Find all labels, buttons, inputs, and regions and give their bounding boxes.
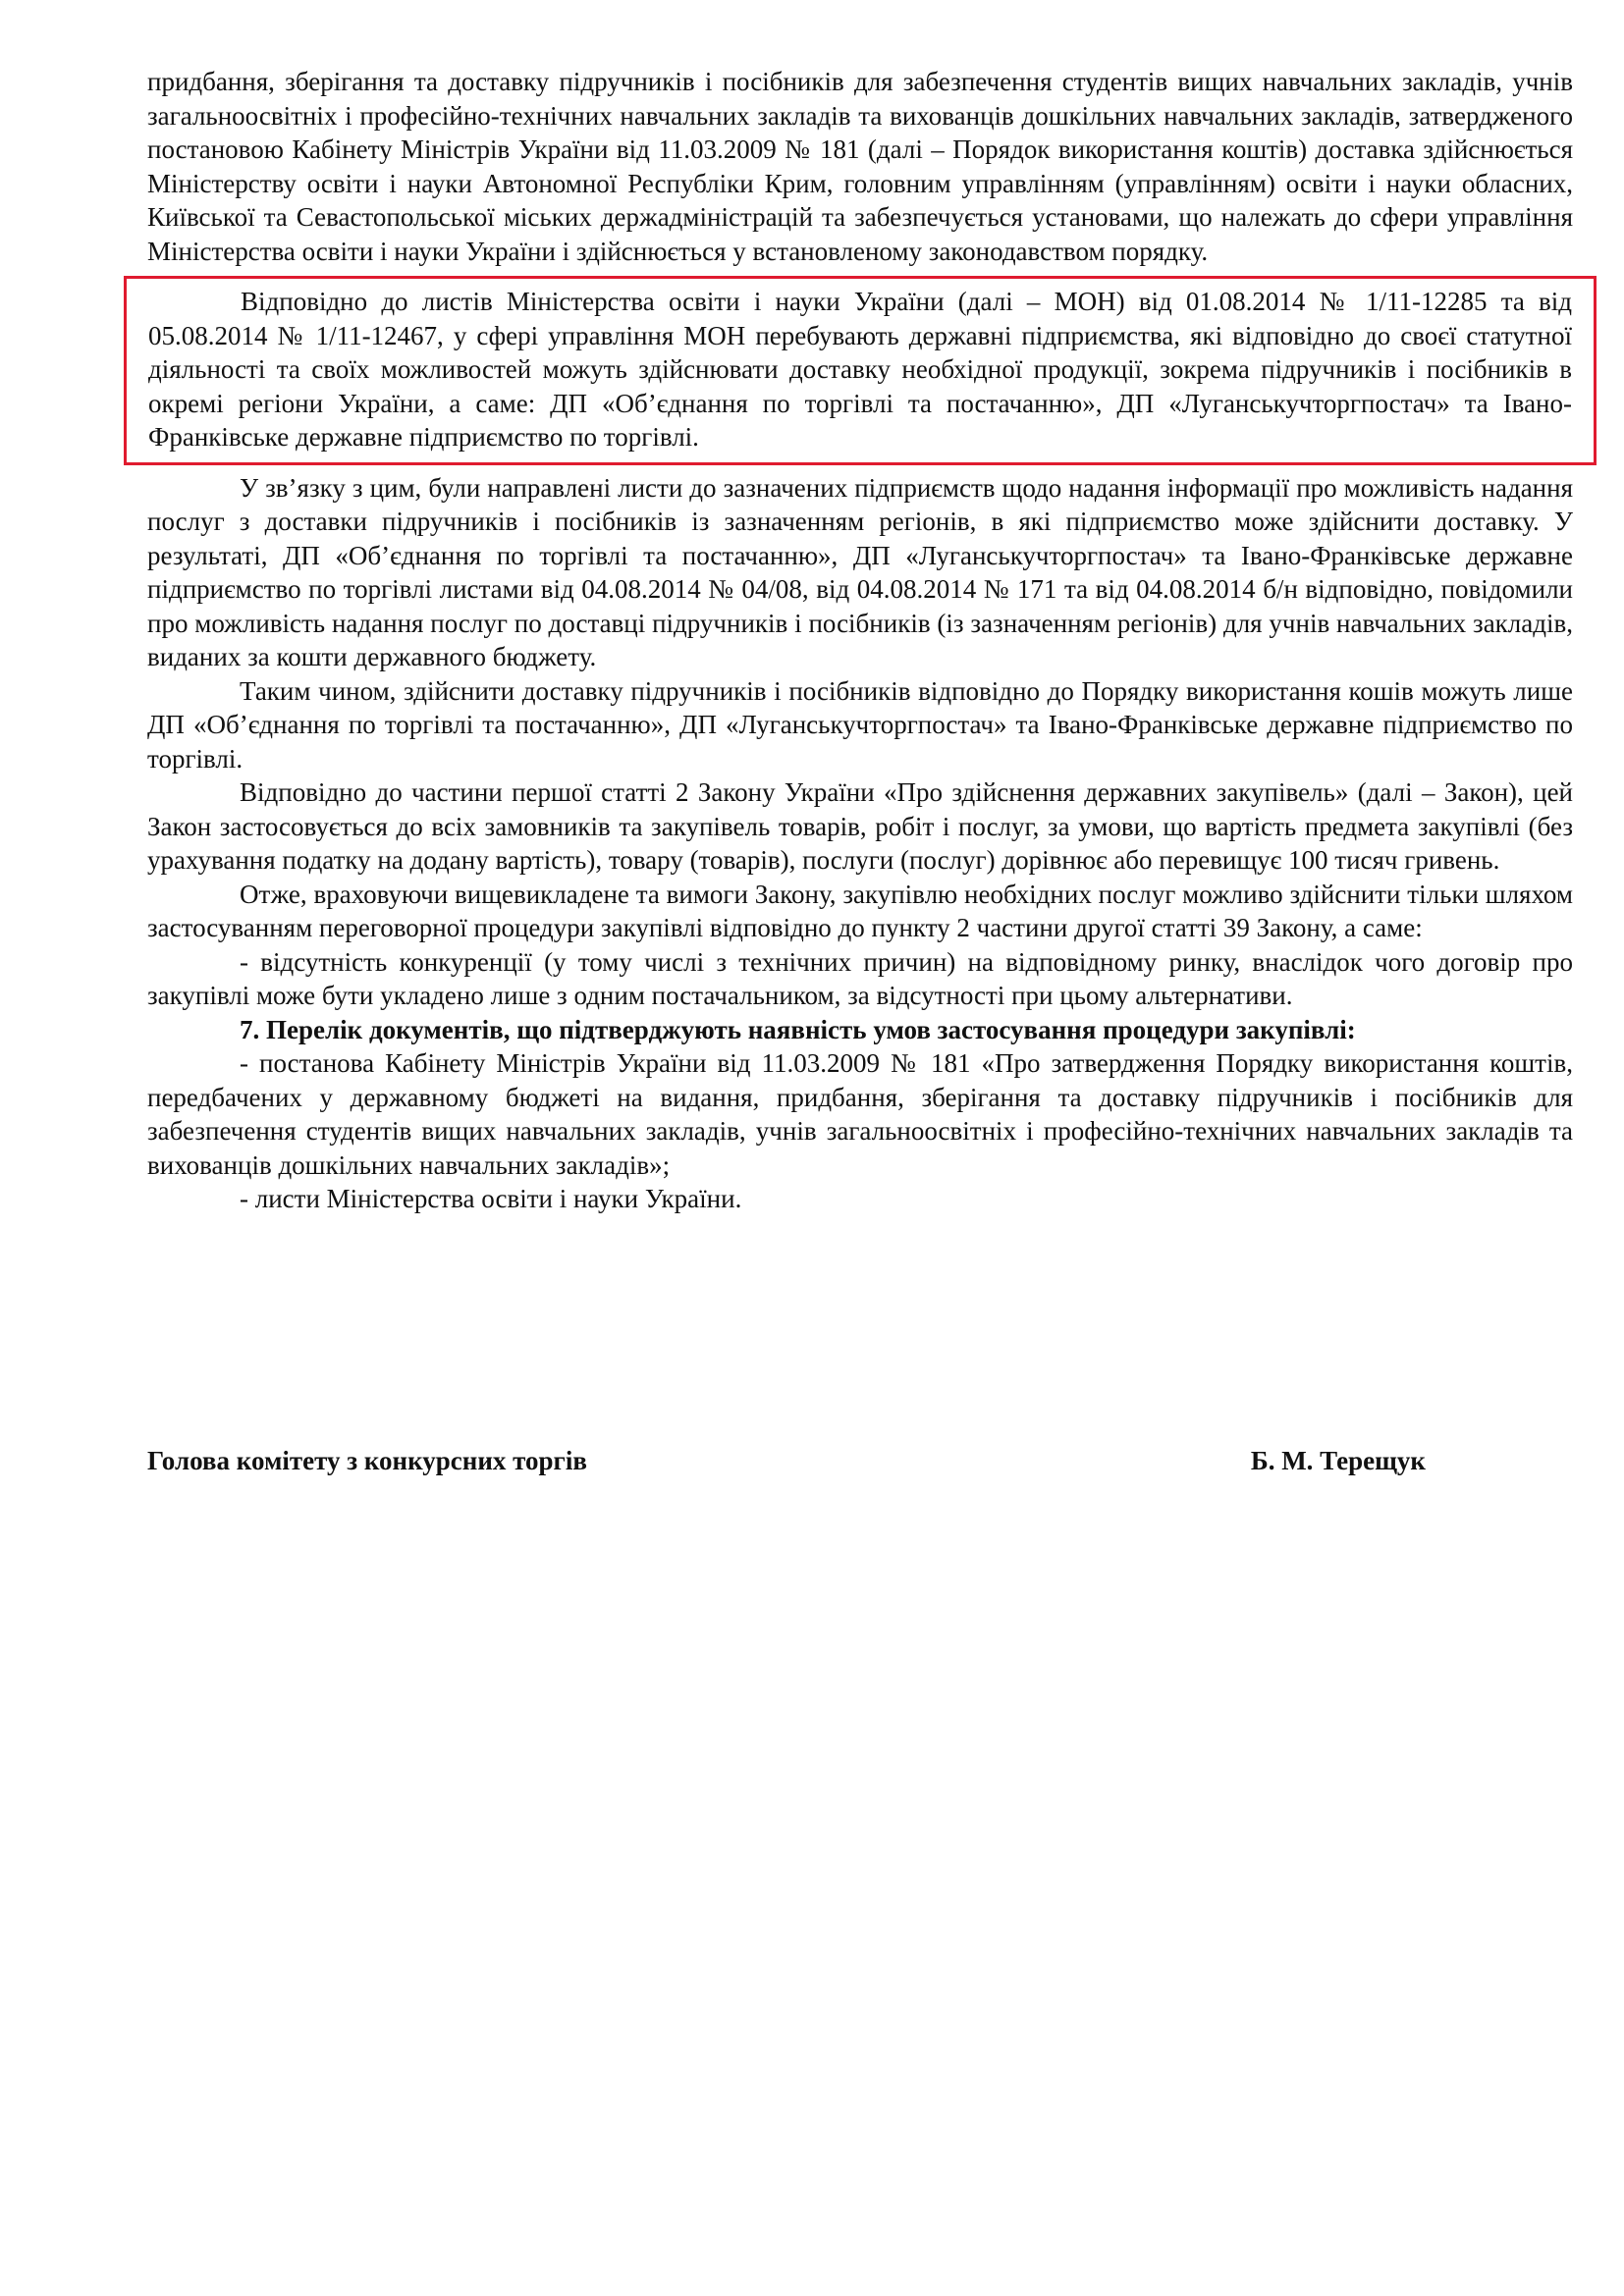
paragraph-continuation: придбання, зберігання та доставку підручників і посібників для забезпечення студентів вищих навчальних закладів, учнів загальноосвітніх і професійно-технічних навчальних закладів та вихованців дошкільних навчальних закладів, затвердженого постановою Кабінету Міністрів України від 11.03.2009 № 181 (далі – Порядок використання коштів) доставка здійснюється Міністерству освіти і науки Автономної Республіки Крим, головним управлінням (управлінням) освіти і науки обласних, Київської та Севастопольської міських держадміністрацій та забезпечується установами, що належать до сфери управління Міністерства освіти і науки України і здійснюється у встановленому законодавством порядку. [147,67,1573,266]
section-heading-7: 7. Перелік документів, що підтверджують наявність умов застосування процедури закупівлі: [240,1014,1356,1044]
paragraph-procedure: Отже, враховуючи вищевикладене та вимоги Закону, закупівлю необхідних послуг можливо здійснити тільки шляхом застосуванням переговорної процедури закупівлі відповідно до пункту 2 частини другої статті 39 Закону, а саме: [147,879,1573,942]
paragraph-mon-letters: Відповідно до листів Міністерства освіти і науки України (далі – МОН) від 01.08.2014 № 1/11-12285 та від 05.08.2014 № 1/11-12467, у сфері управління МОН перебувають державні підприємства, які відповідно до своєї статутної діяльності та своїх можливостей можуть здійснювати доставку необхідної продукції, зокрема підручників і посібників в окремі регіони України, а саме: ДП «Об’єднання по торгівлі та постачанню», ДП «Луганськучторгпостач» та Івано-Франківське державне підприємство по торгівлі. [148,287,1572,452]
signature-title: Голова комітету з конкурсних торгів [147,1446,587,1475]
document-body [147,65,1573,1216]
paragraph-mon-letters-list: - листи Міністерства освіти і науки України. [240,1184,742,1213]
highlighted-paragraph-box [124,276,1597,465]
paragraph-no-competition: - відсутність конкуренції (у тому числі з технічних причин) на відповідному ринку, внаслідок чого договір про закупівлі може бути укладено лише з одним постачальником, за відсутності при цьому альтернативи. [147,946,1573,1010]
paragraph-conclusion: Таким чином, здійснити доставку підручників і посібників відповідно до Порядку використання кошів можуть лише ДП «Об’єднання по торгівлі та постачанню», ДП «Луганськучторгпостач» та Івано-Франківське державне підприємство по торгівлі. [147,675,1573,774]
signature-name: Б. М. Терещук [1250,1446,1426,1475]
paragraph-resolution: - постанова Кабінету Міністрів України від 11.03.2009 № 181 «Про затвердження Порядку використання коштів, передбачених у державному бюджеті на видання, придбання, зберігання та доставку підручників і посібників для забезпечення студентів вищих навчальних закладів, учнів загальноосвітніх і професійно-технічних навчальних закладів та вихованців дошкільних навчальних закладів»; [147,1048,1573,1180]
paragraph-law-article: Відповідно до частини першої статті 2 Закону України «Про здійснення державних закупівель» (далі – Закон), цей Закон застосовується до всіх замовників та закупівель товарів, робіт і послуг, за умови, що вартість предмета закупівлі (без урахування податку на додану вартість), товару (товарів), послуги (послуг) дорівнює або перевищує 100 тисяч гривень. [147,777,1573,875]
signature-block [147,1446,1426,1476]
paragraph-letters-sent: У зв’язку з цим, були направлені листи до зазначених підприємств щодо надання інформації про можливість надання послуг з доставки підручників і посібників із зазначенням регіонів, в які підприємство може здійснити доставку. У результаті, ДП «Об’єднання по торгівлі та постачанню», ДП «Луганськучторгпостач» та Івано-Франківське державне підприємство по торгівлі листами від 04.08.2014 № 04/08, від 04.08.2014 № 171 та від 04.08.2014 б/н відповідно, повідомили про можливість надання послуг по доставці підручників і посібників (із зазначенням регіонів) для учнів навчальних закладів, виданих за кошти державного бюджету. [147,472,1573,671]
